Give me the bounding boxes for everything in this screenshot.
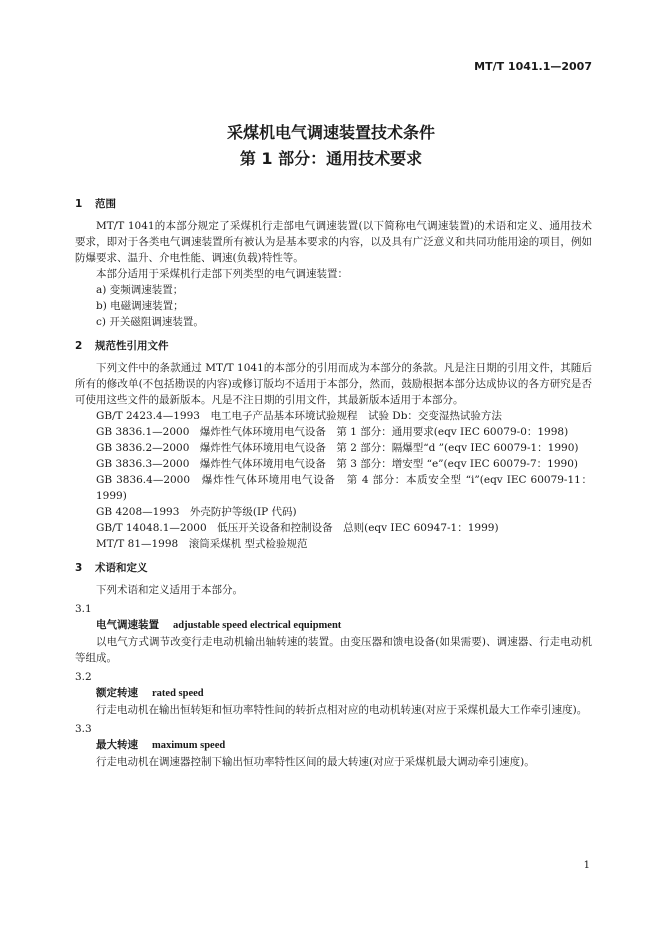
- section-heading-scope: [75, 196, 592, 212]
- reference-item: GB/T 14048.1—2000 低压开关设备和控制设备 总则(eqv IEC 60947-1：1999): [96, 522, 499, 534]
- section-heading-normative-references: [75, 338, 592, 354]
- section-number: 2: [75, 340, 83, 352]
- term-definition: 行走电动机在输出恒转矩和恒功率特性间的转折点相对应的电动机转速(对应于采煤机最大工作牵引速度)。: [96, 704, 588, 716]
- page-number: 1: [583, 860, 590, 871]
- term-definition: 以电气方式调节改变行走电动机输出轴转速的装置。由变压器和馈电设备(如果需要)、调速器、行走电动机等组成。: [75, 636, 592, 664]
- list-item: c) 开关磁阻调速装置。: [96, 316, 204, 328]
- scope-paragraph-1: MT/T 1041的本部分规定了采煤机行走部电气调速装置(以下简称电气调速装置)的术语和定义、通用技术要求，即对于各类电气调速装置所有被认为是基本要求的内容，以及具有广泛意义和共同功能用途的项目，例如防爆要求、温升、介电性能、调速(负载)特性等。: [75, 220, 592, 264]
- term-chinese: 最大转速: [96, 739, 138, 751]
- section-number: 1: [75, 198, 83, 210]
- term-english: rated speed: [152, 688, 204, 699]
- section-title: 规范性引用文件: [95, 340, 169, 352]
- document-subtitle: 第 1 部分：通用技术要求: [239, 149, 423, 168]
- term-heading: [75, 617, 592, 634]
- reference-item: GB 3836.1—2000 爆炸性气体环境用电气设备 第 1 部分：通用要求(eqv IEC 60079-0：1998): [96, 426, 569, 438]
- term-heading: [75, 685, 592, 702]
- term-number: 3.1: [75, 603, 92, 615]
- section-title: 术语和定义: [95, 562, 148, 574]
- terms-intro: 下列术语和定义适用于本部分。: [96, 584, 243, 596]
- term-definition: 行走电动机在调速器控制下输出恒功率特性区间的最大转速(对应于采煤机最大调动牵引速度)。: [96, 756, 535, 768]
- reference-item: MT/T 81—1998 滚筒采煤机 型式检验规范: [96, 538, 308, 550]
- section-number: 3: [75, 562, 83, 574]
- term-number: 3.2: [75, 671, 92, 683]
- reference-item: GB 3836.3—2000 爆炸性气体环境用电气设备 第 3 部分：增安型 “e”(eqv IEC 60079-7：1990): [96, 458, 578, 470]
- reference-item: GB 4208—1993 外壳防护等级(IP 代码): [96, 506, 297, 518]
- document-code: MT/T 1041.1—2007: [474, 60, 592, 73]
- reference-item: GB/T 2423.4—1993 电工电子产品基本环境试验规程 试验 Db：交变湿热试验方法: [96, 410, 502, 422]
- document-title: 采煤机电气调速装置技术条件: [226, 123, 435, 142]
- document-body: [75, 196, 592, 770]
- list-item: a) 变频调速装置；: [96, 284, 184, 296]
- term-chinese: 电气调速装置: [96, 619, 159, 631]
- term-heading: [75, 737, 592, 754]
- term-chinese: 额定转速: [96, 687, 138, 699]
- section-heading-terms: [75, 560, 592, 576]
- reference-item: GB 3836.2—2000 爆炸性气体环境用电气设备 第 2 部分：隔爆型“d ”(eqv IEC 60079-1：1990): [96, 442, 579, 454]
- term-number: 3.3: [75, 723, 92, 735]
- scope-paragraph-2: 本部分适用于采煤机行走部下列类型的电气调速装置：: [96, 268, 348, 280]
- list-item: b) 电磁调速装置；: [96, 300, 184, 312]
- section-title: 范围: [95, 198, 116, 210]
- term-english: maximum speed: [152, 740, 226, 751]
- term-english: adjustable speed electrical equipment: [173, 620, 342, 631]
- reference-item: GB 3836.4—2000 爆炸性气体环境用电气设备 第 4 部分：本质安全型 “i”(eqv IEC 60079-11：1999): [96, 474, 592, 502]
- references-paragraph: 下列文件中的条款通过 MT/T 1041的本部分的引用而成为本部分的条款。凡是注日期的引用文件，其随后所有的修改单(不包括勘误的内容)或修订版均不适用于本部分，然而，鼓励根据本部分达成协议的各方研究是否可使用这些文件的最新版本。凡是不注日期的引用文件，其最新版本适用于本部分。: [75, 362, 592, 406]
